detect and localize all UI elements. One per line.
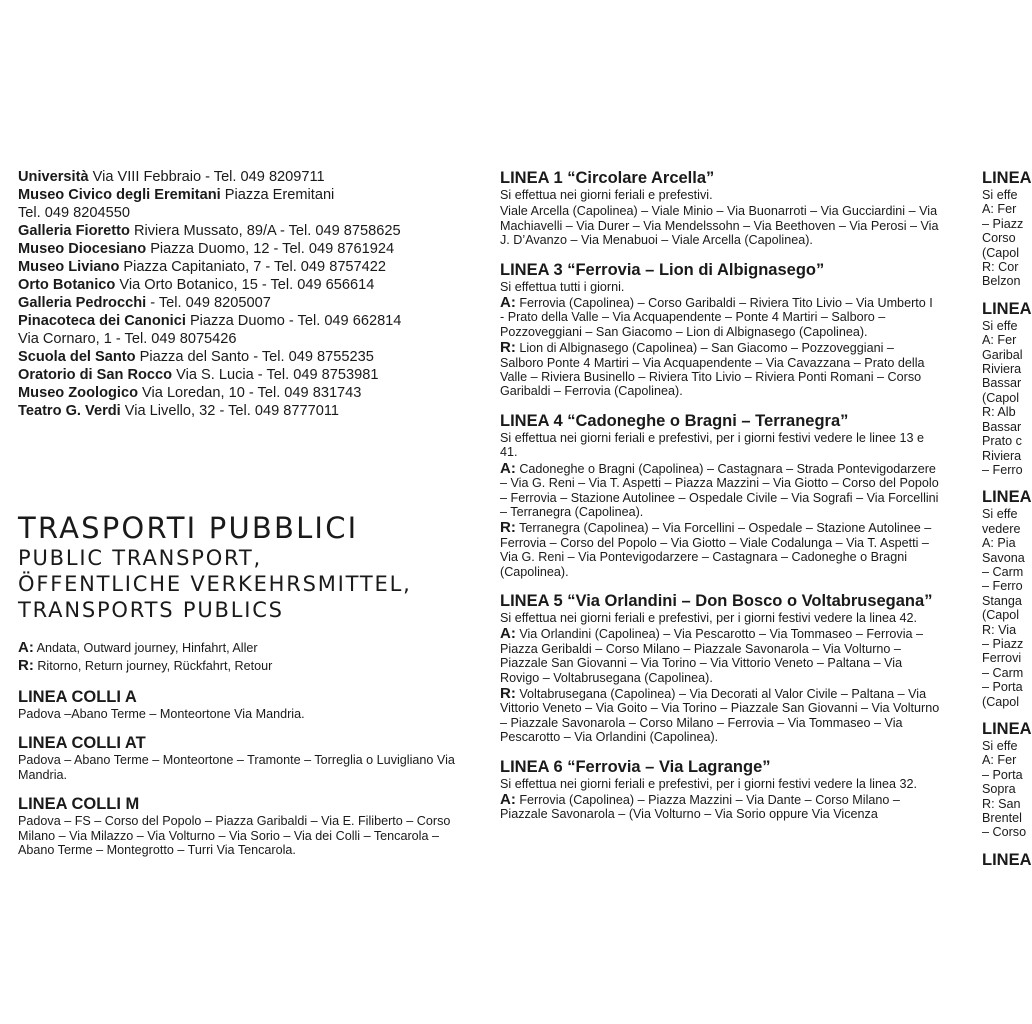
- line-note: Si effettua nei giorni feriali e prefestivi.: [500, 188, 713, 202]
- contact-detail: Piazza Duomo, 12 - Tel. 049 8761924: [146, 241, 395, 257]
- route-ritorno: [500, 341, 940, 399]
- text-fragment: Savona: [982, 550, 1025, 565]
- section-title: TRASPORTI PUBBLICI: [18, 511, 359, 545]
- contact-name: Orto Botanico: [18, 277, 116, 293]
- text-fragment: Riviera: [982, 448, 1022, 463]
- bus-line-block: [500, 260, 940, 399]
- text-fragment: R: Via: [982, 622, 1017, 637]
- line-title-fragment: LINEA: [982, 850, 1032, 869]
- contact-detail: Piazza Capitaniato, 7 - Tel. 049 8757422: [119, 259, 387, 275]
- text-fragment: (Capol: [982, 245, 1020, 260]
- route-text: Viale Arcella (Capolinea) – Viale Minio – Via Buonarroti – Via Gucciardini – Via Machiavelli – Via Durer – Via Mendelssohn – Via Beethoven – Via Perosi – Via J. D’Avanzo – Via Menabuoi – Viale Arcella (Capolinea).: [500, 204, 939, 248]
- line-note: Si effettua nei giorni feriali e prefestivi, per i giorni festivi vedere la linea 42.: [500, 610, 917, 625]
- line-title: LINEA 4 “Cadoneghe o Bragni – Terranegra”: [500, 411, 849, 430]
- line-title-fragment: LINEA: [982, 169, 1032, 187]
- route-key: A:: [500, 459, 516, 477]
- contact-name: Museo Diocesiano: [18, 241, 147, 257]
- text-fragment: – Corso: [982, 825, 1027, 840]
- text-fragment: Belzon: [982, 274, 1021, 289]
- text-fragment: – Porta: [982, 767, 1023, 782]
- line-title: LINEA 5 “Via Orlandini – Don Bosco o Voltabrusegana”: [500, 591, 933, 610]
- right-column-cropped: [982, 168, 1032, 869]
- line-note: Si effettua nei giorni feriali e prefestivi, per i giorni festivi vedere le linee 13 e 41.: [500, 430, 924, 460]
- text-fragment: Bassar: [982, 376, 1022, 391]
- contact-entry: [18, 186, 458, 204]
- route-andata: [500, 296, 940, 339]
- middle-column: [500, 168, 940, 868]
- text-fragment: (Capol: [982, 390, 1020, 405]
- route-key: R:: [500, 339, 516, 357]
- text-fragment: Prato c: [982, 434, 1022, 449]
- text-fragment: – Ferro: [982, 579, 1023, 594]
- line-route: [500, 204, 940, 247]
- contact-entry: [18, 294, 458, 312]
- line-title: LINEA COLLI A: [18, 688, 137, 706]
- text-fragment: Sopra: [982, 782, 1016, 797]
- text-fragment: Brentel: [982, 811, 1022, 826]
- route-text: Lion di Albignasego (Capolinea) – San Giacomo – Pozzoveggiani – Salboro Ponte 4 Martiri – Via Acquapendente – Via Cavazzana – Prato della Valle – Riviera Businello – Riviera Tito Livio – Riviera Ponti Romani – Corso Garibaldi – Ferrovia (Capolinea).: [500, 341, 925, 399]
- text-fragment: (Capol: [982, 694, 1020, 709]
- route-key: R:: [500, 684, 516, 702]
- text-fragment: Si effe: [982, 739, 1018, 753]
- contact-name: Galleria Fioretto: [18, 223, 130, 239]
- contact-detail: Piazza del Santo - Tel. 049 8755235: [135, 349, 374, 365]
- route-andata: [500, 459, 940, 520]
- contact-entry: [18, 384, 458, 402]
- text-fragment: (Capol: [982, 608, 1020, 623]
- contact-name: Galleria Pedrocchi: [18, 295, 147, 311]
- left-column: [18, 168, 458, 420]
- text-fragment: vedere: [982, 521, 1021, 536]
- contact-name: Museo Liviano: [18, 259, 120, 275]
- legend-ritorno: R: Ritorno, Return journey, Rückfahrt, Retour: [18, 657, 273, 674]
- route-key: A:: [500, 625, 516, 643]
- line-title: LINEA COLLI AT: [18, 734, 146, 753]
- route-andata: [500, 627, 940, 685]
- text-fragment: Ferrovi: [982, 651, 1022, 666]
- contact-detail: - Tel. 049 8205007: [146, 295, 271, 311]
- route-ritorno: [500, 521, 940, 579]
- route-ritorno: [500, 684, 940, 745]
- contact-entry: [18, 276, 458, 294]
- contact-name: Museo Zoologico: [18, 385, 138, 401]
- line-title: LINEA 3 “Ferrovia – Lion di Albignasego”: [500, 260, 825, 279]
- contact-entry: [18, 330, 458, 348]
- text-fragment: Garibal: [982, 347, 1023, 362]
- text-fragment: R: Cor: [982, 260, 1019, 275]
- route-text: Cadoneghe o Bragni (Capolinea) – Castagnara – Strada Pontevigodarzere – Via G. Reni – Via T. Aspetti – Piazza Mazzini – Via Giotto – Corso del Popolo – Ferrovia – Stazione Autolinee – Ospedale Civile – Via Sografi – Via Forcellini – Terranegra (Capolinea).: [500, 461, 939, 519]
- section-subtitle-fr: TRANSPORTS PUBLICS: [18, 598, 284, 622]
- route-text: Voltabrusegana (Capolinea) – Via Decorati al Valor Civile – Paltana – Via Vittorio Veneto – Via Goito – Via Torino – Piazzale San Giovanni – Via Volturno – Piazzale Savonarola – Corso Milano – Ferrovia – Via Tommaseo – Via Pescarotto – Via Orlandini (Capolinea).: [500, 686, 940, 745]
- route-andata: [500, 793, 940, 822]
- bus-line-block: [500, 411, 940, 579]
- contact-detail: Tel. 049 8204550: [18, 205, 130, 221]
- contact-detail: Via Cornaro, 1 - Tel. 049 8075426: [18, 331, 237, 347]
- line-title-fragment: LINEA: [982, 720, 1032, 738]
- text-fragment: Si effe: [982, 507, 1018, 522]
- contact-detail: Piazza Eremitani: [220, 187, 335, 203]
- line-route: Padova – FS – Corso del Popolo – Piazza Garibaldi – Via E. Filiberto – Corso Milano – Via Milazzo – Via Volturno – Via Sorio – Via dei Colli – Tencarola – Abano Terme – Montegrotto – Turri Via Tencarola.: [18, 814, 451, 858]
- text-fragment: Si effe: [982, 188, 1018, 202]
- text-fragment: A: Fer: [982, 333, 1017, 348]
- text-fragment: A: Fer: [982, 753, 1017, 768]
- route-key: R:: [500, 519, 516, 537]
- text-fragment: – Carm: [982, 564, 1024, 579]
- contact-entry: [18, 204, 458, 222]
- legend: [18, 639, 468, 675]
- route-key: A:: [500, 791, 516, 808]
- legend-andata: A: Andata, Outward journey, Hinfahrt, Aller: [18, 639, 258, 656]
- contact-detail: Piazza Duomo - Tel. 049 662814: [185, 313, 402, 329]
- text-fragment: Bassar: [982, 419, 1022, 434]
- trasporti-section: [18, 511, 468, 857]
- contact-name: Museo Civico degli Eremitani: [18, 187, 221, 203]
- contact-detail: Via Livello, 32 - Tel. 049 8777011: [120, 403, 339, 419]
- text-fragment: A: Fer: [982, 202, 1017, 217]
- contacts-list: [18, 168, 458, 420]
- line-title-fragment: LINEA: [982, 488, 1032, 507]
- contact-entry: [18, 222, 458, 240]
- text-fragment: – Piazz: [982, 216, 1024, 231]
- text-fragment: R: Alb: [982, 405, 1016, 420]
- text-fragment: – Carm: [982, 665, 1024, 680]
- contact-detail: Via S. Lucia - Tel. 049 8753981: [172, 367, 379, 383]
- route-text: Via Orlandini (Capolinea) – Via Pescarotto – Via Tommaseo – Ferrovia – Piazza Geribaldi – Corso Milano – Piazzale Savonarola – Via Volturno – Piazzale San Giovanni – Via Torino – Via Vittorio Veneto – Paltana – Via Rovigo – Voltabrusegana (Capolinea).: [500, 627, 924, 685]
- section-subtitle-en: PUBLIC TRANSPORT,: [18, 546, 263, 570]
- line-note: Si effettua tutti i giorni.: [500, 279, 625, 294]
- line-title-fragment: LINEA: [982, 299, 1032, 318]
- line-note: Si effettua nei giorni feriali e prefestivi, per i giorni festivi vedere la linea 32.: [500, 776, 917, 791]
- contact-entry: [18, 240, 458, 258]
- route-text: Ferrovia (Capolinea) – Corso Garibaldi – Riviera Tito Livio – Via Umberto I - Prato della Valle – Via Acquapendente – Ponte 4 Martiri – Salboro – Pozzoveggiani – San Giacomo – Lion di Albignasego (Capolinea).: [500, 296, 933, 339]
- contact-name: Università: [18, 169, 89, 185]
- text-fragment: Corso: [982, 231, 1016, 246]
- contact-detail: Via Loredan, 10 - Tel. 049 831743: [138, 385, 362, 401]
- route-text: Terranegra (Capolinea) – Via Forcellini – Ospedale – Stazione Autolinee – Ferrovia – Corso del Popolo – Via Giotto – Viale Codalunga – Via T. Aspetti – Via G. Reni – Via Pontevigodarzere – Castagnara – Cadoneghe o Bragni (Capolinea).: [500, 521, 932, 579]
- contact-name: Scuola del Santo: [18, 349, 136, 365]
- contact-detail: Via VIII Febbraio - Tel. 049 8209711: [88, 169, 325, 185]
- text-fragment: A: Pia: [982, 536, 1016, 551]
- contact-entry: [18, 366, 458, 384]
- contact-entry: [18, 312, 458, 330]
- text-fragment: R: San: [982, 796, 1021, 811]
- text-fragment: Riviera: [982, 362, 1022, 377]
- text-fragment: – Porta: [982, 680, 1023, 695]
- text-fragment: – Ferro: [982, 462, 1023, 477]
- line-route: Padova – Abano Terme – Monteortone – Tramonte – Torreglia o Luvigliano Via Mandria.: [18, 753, 455, 782]
- contact-entry: [18, 348, 458, 366]
- text-fragment: Stanga: [982, 593, 1022, 608]
- contact-entry: [18, 168, 458, 186]
- contact-entry: [18, 258, 458, 276]
- route-text: Ferrovia (Capolinea) – Piazza Mazzini – Via Dante – Corso Milano – Piazzale Savonarola – (Via Volturno – Via Sorio oppure Via Vicenza: [500, 793, 900, 822]
- contact-name: Teatro G. Verdi: [18, 403, 121, 419]
- contact-entry: [18, 402, 458, 420]
- text-fragment: Si effe: [982, 318, 1018, 333]
- text-fragment: – Piazz: [982, 636, 1024, 651]
- bus-line-block: [500, 591, 940, 745]
- bus-line-block: [500, 168, 940, 248]
- contact-detail: Via Orto Botanico, 15 - Tel. 049 656614: [115, 277, 375, 293]
- line-title: LINEA 6 “Ferrovia – Via Lagrange”: [500, 757, 771, 776]
- bus-line-block: [500, 757, 940, 822]
- line-title: LINEA 1 “Circolare Arcella”: [500, 169, 715, 187]
- line-route: Padova –Abano Terme – Monteortone Via Mandria.: [18, 707, 305, 721]
- line-title: LINEA COLLI M: [18, 795, 140, 814]
- contact-name: Oratorio di San Rocco: [18, 367, 173, 383]
- route-key: A:: [500, 294, 516, 312]
- contact-name: Pinacoteca dei Canonici: [18, 313, 186, 329]
- left-bus-lines: [18, 687, 468, 857]
- section-subtitle-de: ÖFFENTLICHE VERKEHRSMITTEL,: [18, 572, 412, 596]
- contact-detail: Riviera Mussato, 89/A - Tel. 049 8758625: [129, 223, 401, 239]
